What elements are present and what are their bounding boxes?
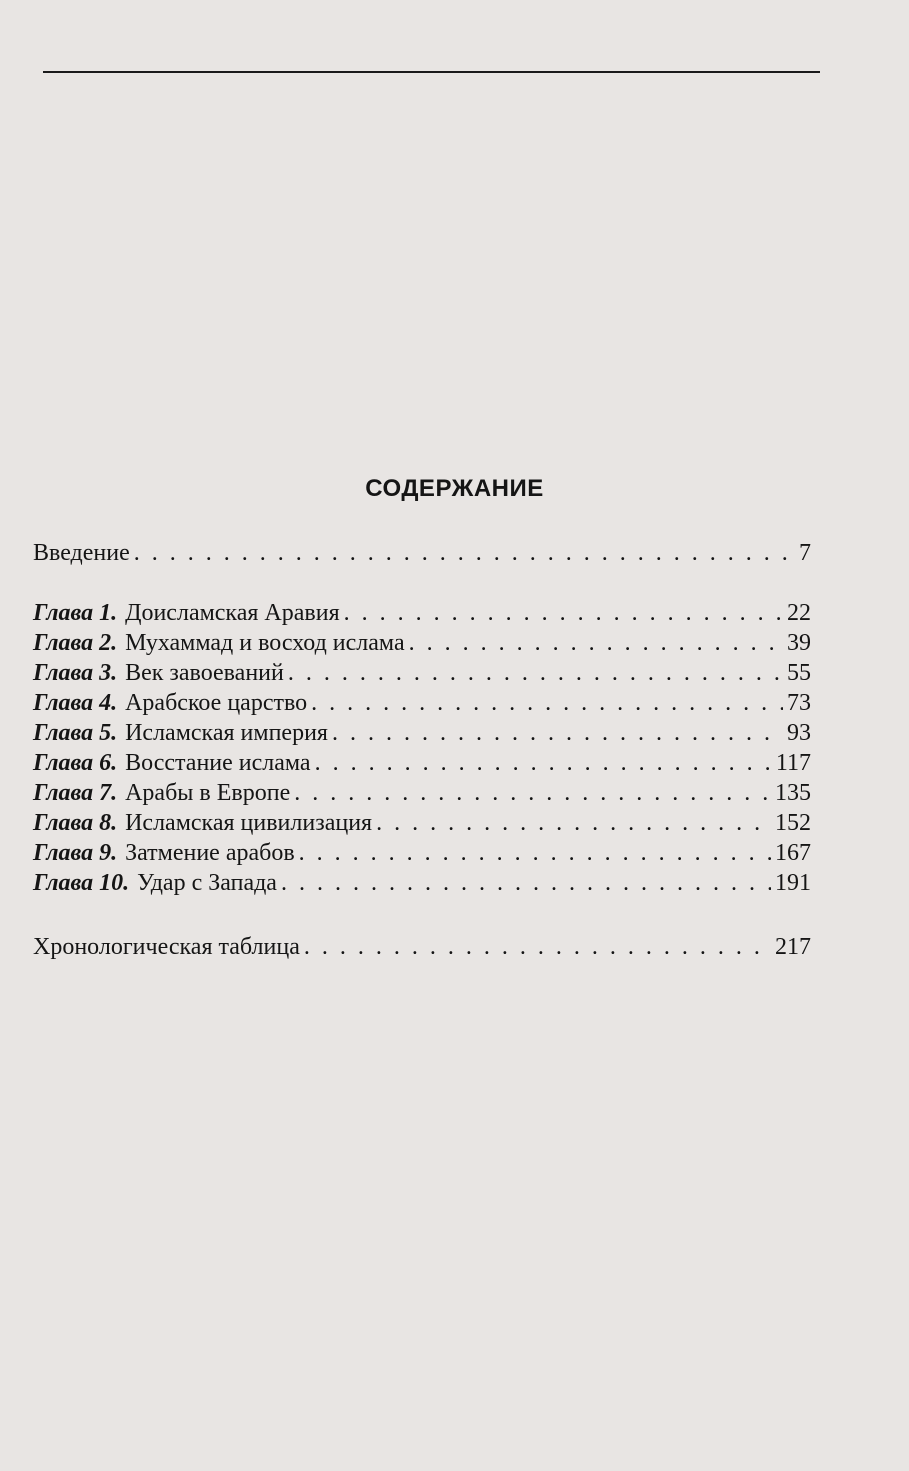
chapter-page: 135	[775, 780, 811, 806]
chapter-title: Удар с Запада	[137, 870, 277, 896]
chapter-page: 39	[787, 630, 811, 656]
chapter-page: 117	[775, 750, 811, 776]
chapter-prefix: Глава 10.	[33, 870, 130, 896]
toc-entry-chapter-7[interactable]	[33, 778, 811, 808]
dot-leader	[134, 538, 795, 568]
chapter-page: 22	[787, 600, 811, 626]
chapter-prefix: Глава 5.	[33, 720, 118, 746]
chapter-prefix: Глава 9.	[33, 840, 118, 866]
toc-title: СОДЕРЖАНИЕ	[365, 475, 544, 502]
chapter-title: Мухаммад и восход ислама	[125, 630, 405, 656]
toc-entry-chapter-6[interactable]	[33, 748, 811, 778]
chapter-prefix: Глава 2.	[33, 630, 118, 656]
dot-leader	[376, 808, 771, 838]
chapter-page: 191	[775, 870, 811, 896]
chapter-prefix: Глава 7.	[33, 780, 118, 806]
toc-entry-introduction[interactable]	[33, 538, 811, 568]
chapter-prefix: Глава 6.	[33, 750, 118, 776]
chapter-page: 73	[787, 690, 811, 716]
chapter-title: Восстание ислама	[125, 750, 311, 776]
toc-entry-chapter-10[interactable]	[33, 868, 811, 898]
dot-leader	[294, 778, 771, 808]
dot-leader	[409, 628, 783, 658]
chapter-title: Исламская империя	[125, 720, 328, 746]
toc-entry-chapter-5[interactable]	[33, 718, 811, 748]
chapter-page: 55	[787, 660, 811, 686]
chapter-prefix: Глава 8.	[33, 810, 118, 836]
dot-leader	[281, 868, 771, 898]
toc-entry-chapter-1[interactable]	[33, 598, 811, 628]
dot-leader	[304, 932, 771, 962]
chapter-prefix: Глава 3.	[33, 660, 118, 686]
toc-entry-chapter-9[interactable]	[33, 838, 811, 868]
entry-page: 217	[775, 934, 811, 960]
header-rule	[43, 71, 820, 73]
toc-entry-chapter-4[interactable]	[33, 688, 811, 718]
entry-title: Хронологическая таблица	[33, 934, 300, 960]
chapter-page: 167	[775, 840, 811, 866]
chapter-title: Арабское царство	[125, 690, 308, 716]
dot-leader	[299, 838, 771, 868]
dot-leader	[288, 658, 783, 688]
entry-title: Введение	[33, 540, 130, 566]
toc-entry-chapter-2[interactable]	[33, 628, 811, 658]
toc-entry-chapter-3[interactable]	[33, 658, 811, 688]
entry-page: 7	[799, 540, 811, 566]
dot-leader	[332, 718, 783, 748]
chapter-prefix: Глава 4.	[33, 690, 118, 716]
chapter-title: Затмение арабов	[125, 840, 295, 866]
chapter-page: 93	[787, 720, 811, 746]
chapter-prefix: Глава 1.	[33, 600, 118, 626]
toc-entry-chapter-8[interactable]	[33, 808, 811, 838]
chapter-title: Исламская цивилизация	[125, 810, 373, 836]
chapter-page: 152	[775, 810, 811, 836]
dot-leader	[315, 748, 772, 778]
toc-entry-chronology[interactable]	[33, 932, 811, 962]
chapter-title: Арабы в Европе	[125, 780, 291, 806]
chapter-title: Доисламская Аравия	[125, 600, 340, 626]
dot-leader	[311, 688, 783, 718]
dot-leader	[344, 598, 783, 628]
chapter-title: Век завоеваний	[125, 660, 284, 686]
